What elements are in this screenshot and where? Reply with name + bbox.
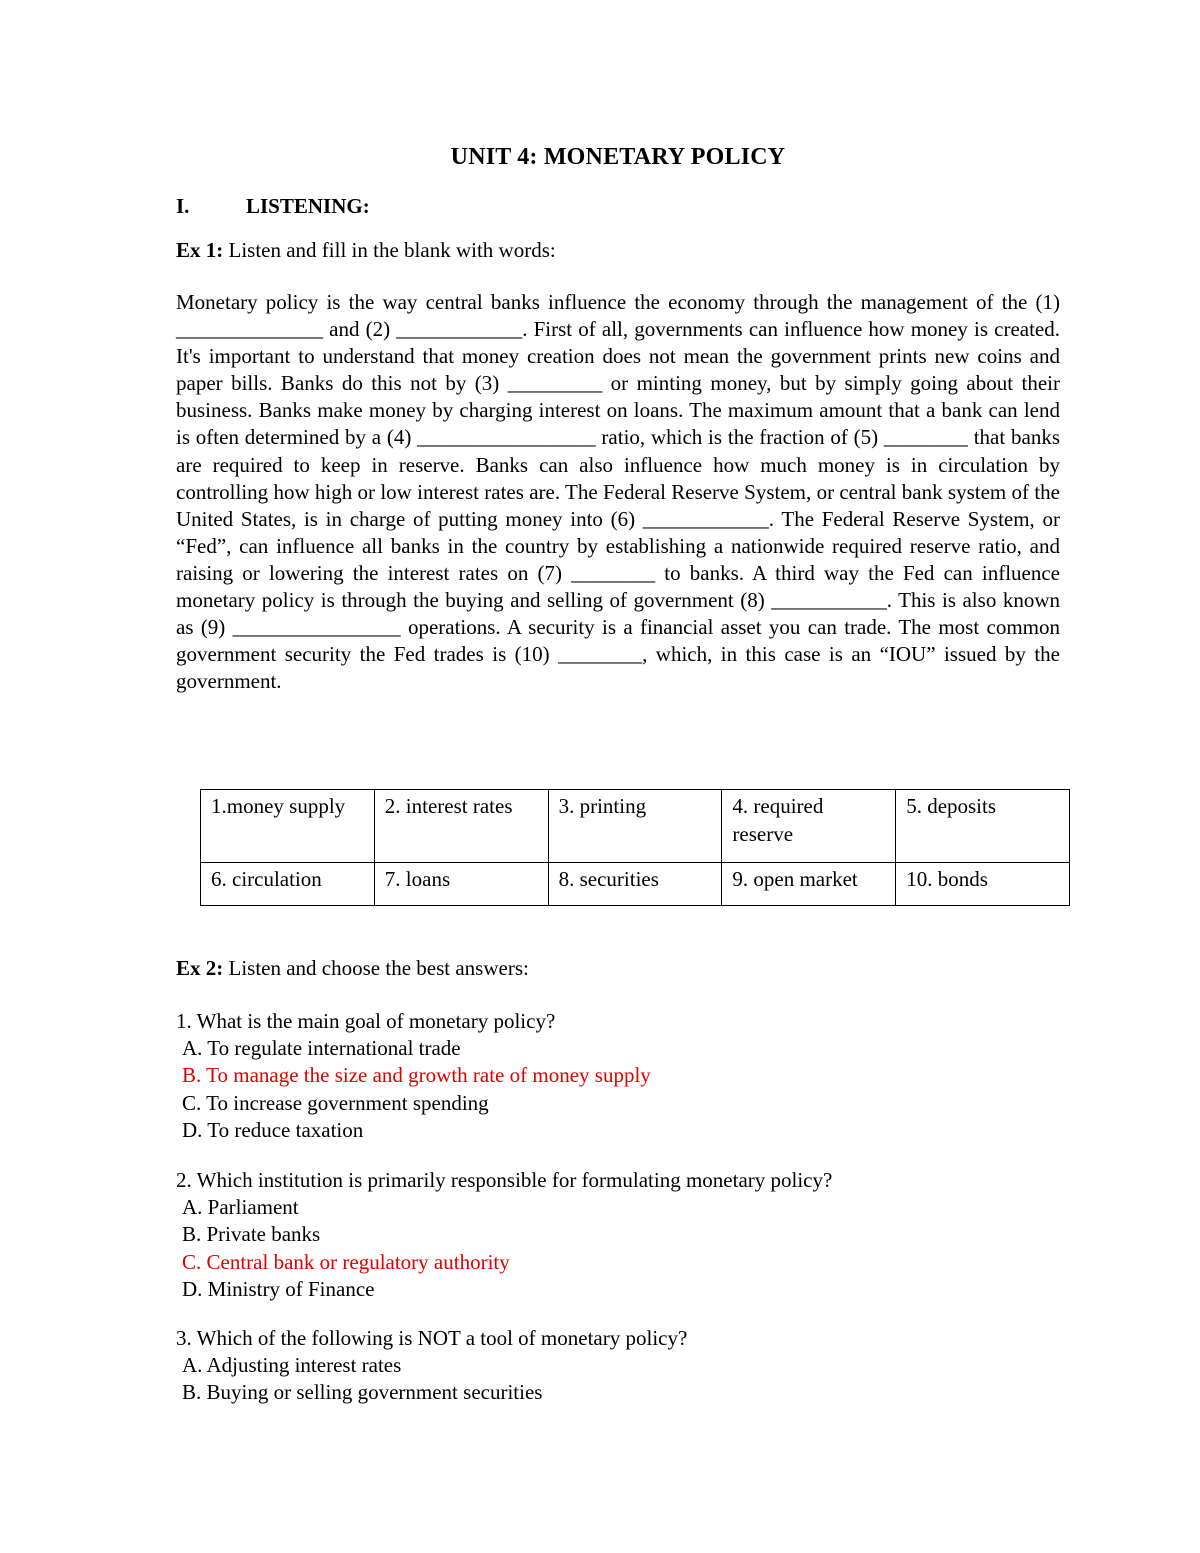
answer-option: B. Buying or selling government securities <box>182 1380 543 1405</box>
exercise-2-label: Ex 2: <box>176 956 224 980</box>
answer-option-correct: B. To manage the size and growth rate of money supply <box>182 1063 651 1088</box>
answer-option: A. Adjusting interest rates <box>182 1353 402 1378</box>
exercise-1-heading <box>176 238 556 263</box>
exercise-1-label: Ex 1: <box>176 238 224 262</box>
answer-option: D. Ministry of Finance <box>182 1276 375 1301</box>
table-cell: 6. circulation <box>201 863 375 906</box>
question-block <box>176 1008 651 1144</box>
page-title: UNIT 4: MONETARY POLICY <box>450 144 786 170</box>
table-cell: 5. deposits <box>896 790 1070 863</box>
table-cell: 8. securities <box>548 863 722 906</box>
answer-option: A. To regulate international trade <box>182 1036 461 1061</box>
answer-option: C. To increase government spending <box>182 1090 489 1115</box>
table-cell: 10. bonds <box>896 863 1070 906</box>
answer-option: B. Private banks <box>182 1222 321 1247</box>
fill-in-passage: Monetary policy is the way central banks influence the economy through the management of the (1) ______________ and (2) ____________. First of all, governments can influence how money is created. It's important to understand that money creation does not mean the government prints new coins and paper bills. Banks do this not by (3) _________ or minting money, but by simply going about their business. Banks make money by charging interest on loans. The maximum amount that a bank can lend is often determined by a (4) _________________ ratio, which is the fraction of (5) ________ that banks are required to keep in reserve. Banks can also influence how much money is in circulation by controlling how high or low interest rates are. The Federal Reserve System, or central bank system of the United States, is in charge of putting money into (6) ____________. The Federal Reserve System, or “Fed”, can influence all banks in the country by establishing a nationwide required reserve ratio, and raising or lowering the interest rates on (7) ________ to banks. A third way the Fed can influence monetary policy is through the buying and selling of government (8) ___________. This is also known as (9) ________________ operations. A security is a financial asset you can trade. The most common government security the Fed trades is (10) ________, which, in this case is an “IOU” issued by the government. <box>176 290 1060 694</box>
exercise-2-heading <box>176 956 529 981</box>
table-cell: 7. loans <box>374 863 548 906</box>
table-cell: 9. open market <box>722 863 896 906</box>
question-text: 3. Which of the following is NOT a tool of monetary policy? <box>176 1326 688 1350</box>
question-text: 1. What is the main goal of monetary policy? <box>176 1009 556 1033</box>
table-row <box>201 790 1070 863</box>
question-text: 2. Which institution is primarily responsible for formulating monetary policy? <box>176 1168 833 1192</box>
table-row <box>201 863 1070 906</box>
table-cell: 2. interest rates <box>374 790 548 863</box>
answer-option-correct: C. Central bank or regulatory authority <box>182 1249 510 1274</box>
question-block <box>176 1167 832 1303</box>
exercise-1-instruction: Listen and fill in the blank with words: <box>223 238 556 262</box>
section-number: I. <box>176 194 190 218</box>
table-cell: 4. required reserve <box>722 790 896 863</box>
table-cell: 1.money supply <box>201 790 375 863</box>
section-heading <box>176 194 370 219</box>
section-label: LISTENING: <box>246 194 370 218</box>
word-bank-table <box>200 789 1070 906</box>
answer-option: D. To reduce taxation <box>182 1117 364 1142</box>
question-block <box>176 1325 687 1407</box>
answer-option: A. Parliament <box>182 1195 299 1220</box>
exercise-2-instruction: Listen and choose the best answers: <box>223 956 529 980</box>
table-cell: 3. printing <box>548 790 722 863</box>
